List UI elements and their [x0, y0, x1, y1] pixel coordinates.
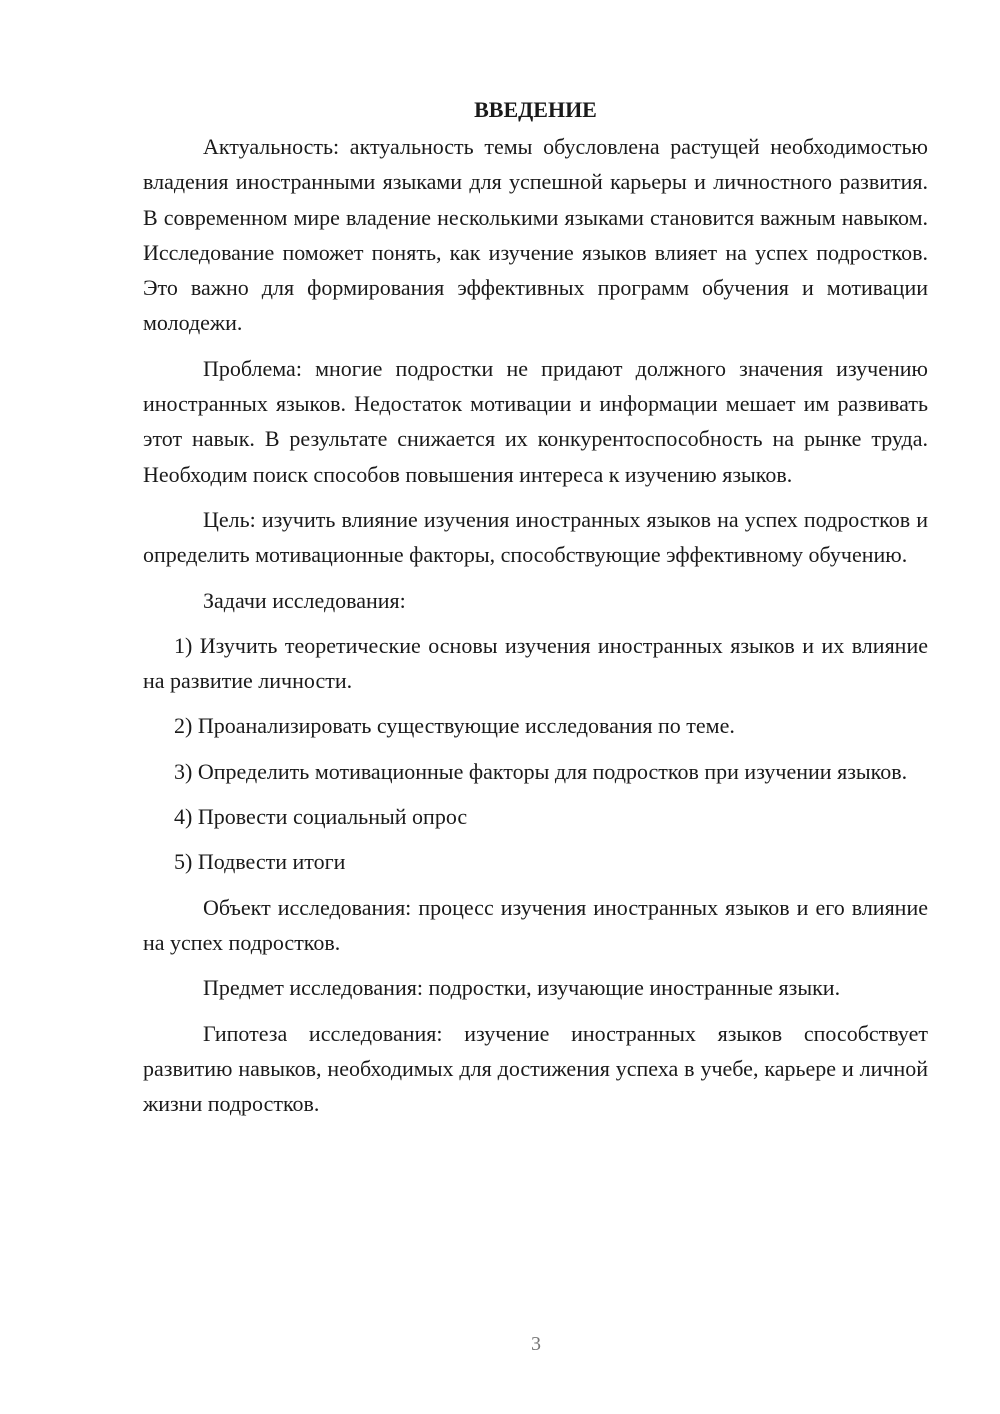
paragraph-object: Объект исследования: процесс изучения иностранных языков и его влияние на успех подростков. — [143, 894, 928, 955]
paragraph-problem: Проблема: многие подростки не придают должного значения изучению иностранных языков. Недостаток мотивации и информации мешает им развивать этот навык. В результате снижается их конкурентоспособность на рынке труда. Необходим поиск способов повышения интереса к изучению языков. — [143, 355, 928, 487]
document-page — [143, 92, 928, 1131]
paragraph-goal: Цель: изучить влияние изучения иностранных языков на успех подростков и определить мотивационные факторы, способствующие эффективному обучению. — [143, 506, 928, 568]
page-number: 3 — [531, 1333, 541, 1355]
page-title: ВВЕДЕНИЕ — [474, 97, 597, 122]
tasks-list — [143, 628, 928, 880]
list-item: 5) Подвести итоги — [174, 849, 346, 875]
tasks-heading: Задачи исследования: — [203, 587, 406, 613]
paragraph-relevance: Актуальность: актуальность темы обусловлена растущей необходимостью владения иностранными языками для успешной карьеры и личностного развития. В современном мире владение несколькими языками становится важным навыком. Исследование поможет понять, как изучение языков влияет на успех подростков. Это важно для формирования эффективных программ обучения и мотивации молодежи. — [143, 134, 928, 336]
list-item: 4) Провести социальный опрос — [174, 804, 468, 830]
paragraph-subject: Предмет исследования: подростки, изучающие иностранные языки. — [203, 975, 841, 1001]
paragraph-hypothesis: Гипотеза исследования: изучение иностранных языков способствует развитию навыков, необходимых для достижения успеха в учебе, карьере и личной жизни подростков. — [143, 1020, 928, 1117]
list-item: 3) Определить мотивационные факторы для подростков при изучении языков. — [174, 758, 908, 784]
list-item: 2) Проанализировать существующие исследования по теме. — [174, 713, 735, 739]
list-item: 1) Изучить теоретические основы изучения иностранных языков и их влияние на развитие личности. — [143, 632, 928, 694]
